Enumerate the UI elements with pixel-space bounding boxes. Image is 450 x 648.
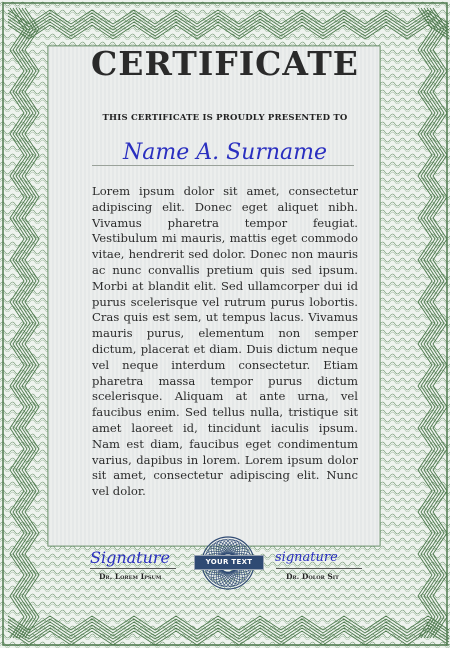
signer-left: Dr. Lorem Ipsum	[99, 572, 162, 581]
signer-right: Dr. Dolor Sit	[286, 572, 339, 581]
signature-line-left	[90, 568, 176, 569]
presented-to-line: THIS CERTIFICATE IS PROUDLY PRESENTED TO	[102, 113, 348, 123]
name-underline	[92, 165, 354, 166]
signature-line-right	[276, 568, 362, 569]
certificate-title: CERTIFICATE	[91, 44, 359, 83]
seal-banner: YOUR TEXT	[194, 555, 264, 570]
recipient-name: Name A. Surname	[122, 140, 328, 165]
signature-right: signature	[275, 550, 338, 565]
signature-left: Signature	[90, 548, 171, 567]
certificate-body: Lorem ipsum dolor sit amet, consectetur adipiscing elit. Donec eget aliquet nibh. Vivamus pharetra tempor feugiat. Vestibulum mi mauris, mattis eget commodo vitae, hendrerit sed dolor. Donec non mauris ac nunc convallis pretium quis sed ipsum. Morbi at blandit elit. Sed ullamcorper dui id purus scelerisque vel rutrum purus lobortis. Cras quis est sem, ut tempus lacus. Vivamus mauris purus, elementum non semper dictum, placerat et diam. Duis dictum neque vel neque interdum consectetur. Etiam pharetra massa tempor purus dictum scelerisque. Aliquam at ante urna, vel faucibus enim. Sed tellus nulla, tristique sit amet laoreet id, tincidunt iaculis ipsum. Nam est diam, faucibus eget condimentum varius, dapibus in lorem. Lorem ipsum dolor sit amet, consectetur adipiscing elit. Nunc vel dolor.	[92, 184, 358, 499]
